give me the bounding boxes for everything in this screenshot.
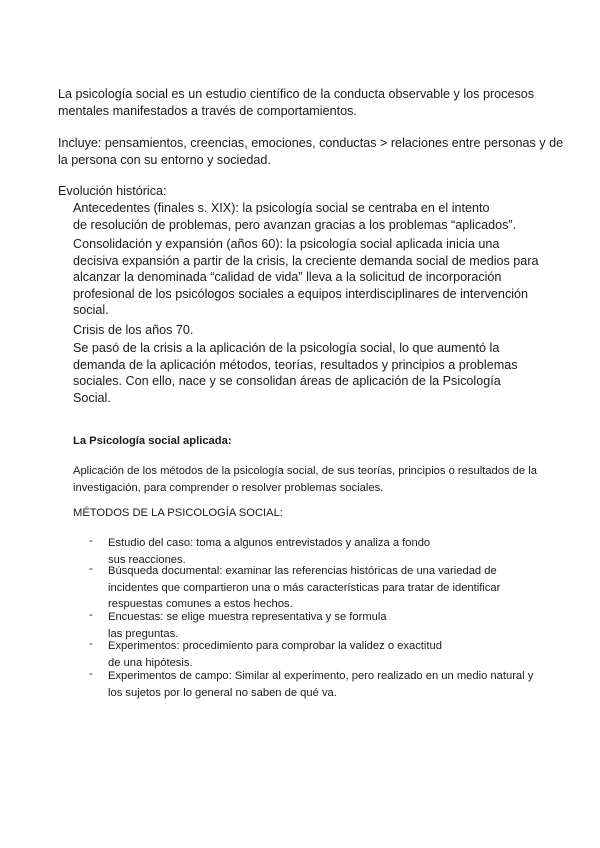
antecedentes-line: Antecedentes (finales s. XIX): la psicología social se centraba en el intento	[73, 201, 490, 215]
list-item-line: incidentes que compartieron una o más características para tratar de identificar	[108, 581, 501, 594]
applied-line: Aplicación de los métodos de la psicología social, de sus teorías, principios o resultados de la	[73, 465, 537, 477]
intro-line: mentales manifestados a través de comportamientos.	[58, 103, 357, 118]
antecedentes-line: de resolución de problemas, pero avanzan gracias a los problemas “aplicados”.	[73, 217, 517, 232]
dash-bullet: -	[89, 638, 93, 650]
evolution-heading: Evolución histórica:	[58, 184, 167, 198]
consolidacion-line: decisiva expansión a partir de la crisis, la creciente demanda social de medios para	[73, 253, 539, 268]
intro-line: La psicología social es un estudio científico de la conducta observable y los procesos	[58, 87, 535, 101]
list-item-line: los sujetos por lo general no saben de qué va.	[108, 686, 337, 699]
dash-bullet: -	[89, 609, 93, 621]
crisis-line: Crisis de los años 70.	[73, 323, 194, 337]
crisis-detail-paragraph	[73, 340, 518, 406]
list-item-line: Experimentos de campo: Similar al experimento, pero realizado en un medio natural y	[108, 670, 534, 682]
dash-bullet: -	[89, 563, 93, 575]
crisis-detail-line: Social.	[73, 390, 111, 405]
crisis-detail-line: demanda de la aplicación métodos, teorías, resultados y principios a problemas	[73, 357, 518, 372]
applied-heading: La Psicología social aplicada:	[73, 435, 232, 447]
list-item-line: Encuestas: se elige muestra representativa y se formula	[108, 611, 387, 623]
list-item-line: sus reacciones.	[108, 553, 186, 566]
antecedentes-paragraph	[73, 200, 516, 233]
dash-bullet: -	[89, 668, 93, 680]
crisis-detail-line: Se pasó de la crisis a la aplicación de la psicología social, lo que aumentó la	[73, 341, 500, 355]
includes-paragraph	[58, 135, 563, 168]
dash-bullet: -	[89, 535, 93, 547]
applied-paragraph	[73, 463, 537, 496]
list-item-line: respuestas comunes a estos hechos.	[108, 598, 293, 610]
consolidacion-line: alcanzar la denominada “calidad de vida” lleva a la solicitud de incorporación	[73, 270, 502, 284]
methods-heading: MÉTODOS DE LA PSICOLOGÍA SOCIAL:	[73, 507, 283, 519]
includes-line: Incluye: pensamientos, creencias, emociones, conductas > relaciones entre personas y de	[58, 136, 564, 150]
list-item-line: las preguntas.	[108, 627, 179, 640]
consolidacion-line: profesional de los psicólogos sociales a equipos interdisciplinares de intervención	[73, 286, 529, 301]
consolidacion-line: social.	[73, 303, 109, 317]
intro-paragraph	[58, 86, 534, 119]
consolidacion-line: Consolidación y expansión (años 60): la psicología social aplicada inicia una	[73, 237, 500, 251]
list-item-line: Estudio del caso: toma a algunos entrevistados y analiza a fondo	[108, 537, 431, 549]
list-item-line: Experimentos: procedimiento para comprobar la validez o exactitud	[108, 640, 442, 652]
consolidacion-paragraph	[73, 236, 539, 319]
crisis-detail-line: sociales. Con ello, nace y se consolidan áreas de aplicación de la Psicología	[73, 374, 501, 388]
list-item-line: Búsqueda documental: examinar las referencias históricas de una variedad de	[108, 565, 497, 577]
list-item-line: de una hipótesis.	[108, 656, 193, 669]
applied-line: investigación, para comprender o resolver problemas sociales.	[73, 481, 384, 494]
includes-line: la persona con su entorno y sociedad.	[58, 152, 271, 167]
